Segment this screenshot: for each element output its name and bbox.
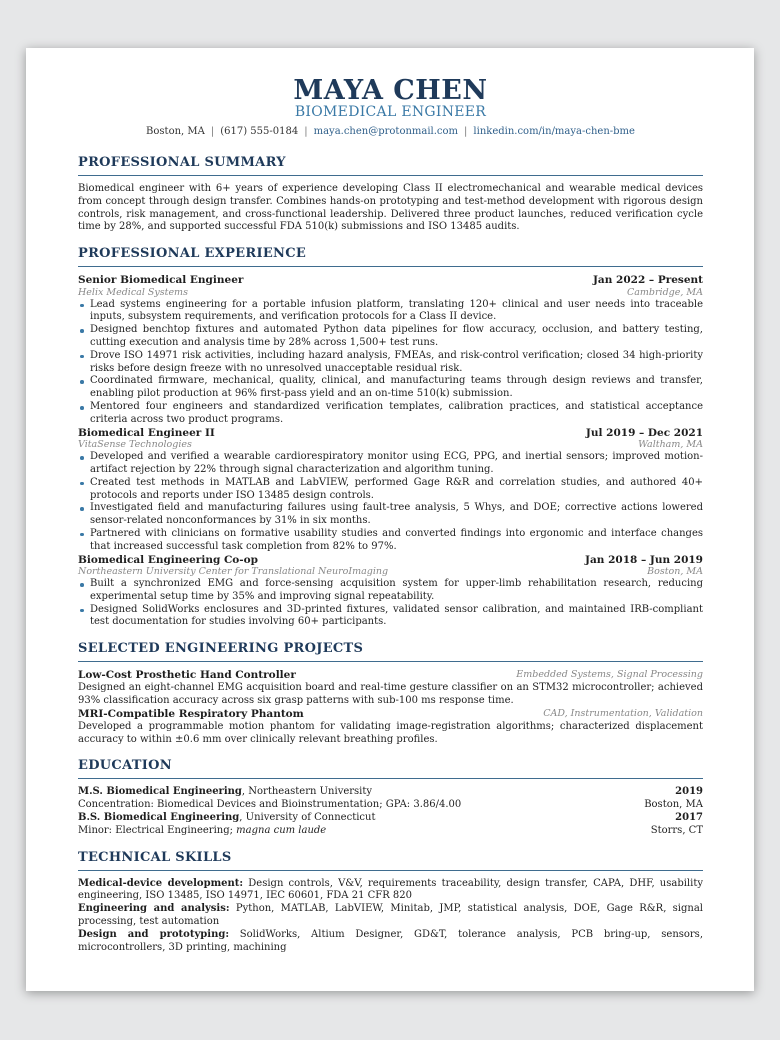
education-location: Boston, MA <box>644 799 703 811</box>
job-location: Cambridge, MA <box>626 286 703 298</box>
skill-label: Engineering and analysis: <box>78 903 230 915</box>
contact-line: Boston, MA | (617) 555-0184 | maya.chen@protonmail.com | linkedin.com/in/maya-chen-bme <box>146 126 635 137</box>
skill-label: Design and prototyping: <box>78 928 230 940</box>
skill-group <box>78 878 703 904</box>
job-bullet: Drove ISO 14971 risk activities, including hazard analysis, FMEAs, and risk-control verification; closed 34 high-priority risks before design freeze with no unresolved unacceptable residual risk. <box>90 349 703 374</box>
education-honors: magna cum laude <box>236 824 327 836</box>
job-bullet: Designed benchtop fixtures and automated Python data pipelines for flow accuracy, occlusion, and battery testing, cutting execution and analysis time by 28% across 1,500+ test runs. <box>90 324 703 349</box>
project-title: MRI-Compatible Respiratory Phantom <box>78 708 304 721</box>
education-year: 2019 <box>675 786 703 798</box>
job-bullet: Created test methods in MATLAB and LabVIEW, performed Gage R&R and correlation studies, and authored 40+ protocols and reports under ISO 13485 design controls. <box>90 476 703 501</box>
education-school: , University of Connecticut <box>239 812 376 823</box>
job-title: Senior Biomedical Engineer <box>78 274 244 287</box>
skill-label: Medical-device development: <box>78 877 244 889</box>
job-company: Northeastern University Center for Translational NeuroImaging <box>78 566 389 578</box>
summary-text: Biomedical engineer with 6+ years of experience developing Class II electromechanical and wearable medical devices from concept through design transfer. Combines hands-on prototyping and test-method development with rigorous design controls, risk management, and cross-functional leadership. Delivered three product launches, reduced verification cycle time by 28%, and supported successful FDA 510(k) submissions and ISO 13485 audits. <box>78 183 703 233</box>
education-detail: Concentration: Biomedical Devices and Bioinstrumentation; GPA: 3.86/4.00 <box>78 799 462 811</box>
job-bullet: Investigated field and manufacturing failures using fault-tree analysis, 5 Whys, and DOE; corrective actions lowered sensor-related nonconformances by 31% in six months. <box>90 502 703 527</box>
job-entry <box>78 427 703 554</box>
contact-linkedin-link[interactable]: linkedin.com/in/maya-chen-bme <box>473 126 635 137</box>
contact-phone: (617) 555-0184 <box>220 126 299 137</box>
job-location: Boston, MA <box>647 566 703 578</box>
skill-group <box>78 903 703 929</box>
resume-content <box>78 76 703 954</box>
job-company: Helix Medical Systems <box>78 286 188 298</box>
job-title: Biomedical Engineering Co-op <box>78 553 259 566</box>
section-heading-education: EDUCATION <box>78 758 703 779</box>
skill-text: Python, MATLAB, LabVIEW, Minitab, JMP, statistical analysis, DOE, Gage R&R, signal processing, test automation <box>78 903 704 927</box>
skill-text: Design controls, V&V, requirements traceability, design transfer, CAPA, DHF, usability engineering, ISO 13485, ISO 14971, IEC 60601, FDA 21 CFR 820 <box>78 877 703 902</box>
job-bullet: Coordinated firmware, mechanical, quality, clinical, and manufacturing teams through design reviews and transfer, enabling pilot production at 96% first-pass yield and an on-time 510(k) submission. <box>90 375 703 400</box>
education-degree: B.S. Biomedical Engineering <box>78 812 240 823</box>
job-dates: Jan 2022 – Present <box>592 274 703 287</box>
project-description: Designed an eight-channel EMG acquisition board and real-time gesture classifier on an STM32 microcontroller; achieved 93% classification accuracy across six grasp patterns with sub-100 ms response time. <box>78 681 703 706</box>
job-bullet: Developed and verified a wearable cardiorespiratory monitor using ECG, PPG, and inertial sensors; improved motion-artifact rejection by 22% through signal characterization and algorithm tuning. <box>90 451 703 475</box>
education-degree-line <box>78 812 375 825</box>
contact-email-link[interactable]: maya.chen@protonmail.com <box>313 126 459 137</box>
education-degree: M.S. Biomedical Engineering <box>78 786 242 798</box>
job-dates: Jan 2018 – Jun 2019 <box>585 553 703 566</box>
education-year: 2017 <box>675 812 703 823</box>
candidate-name: MAYA CHEN <box>293 75 488 106</box>
section-heading-summary: PROFESSIONAL SUMMARY <box>78 155 703 176</box>
job-bullet: Built a synchronized EMG and force-sensing acquisition system for upper-limb rehabilitation research, reducing experimental setup time by 35% and improving signal repeatability. <box>90 578 703 602</box>
skill-text: SolidWorks, Altium Designer, GD&T, tolerance analysis, PCB bring-up, sensors, microcontrollers, 3D printing, machining <box>78 928 703 953</box>
project-title: Low-Cost Prosthetic Hand Controller <box>78 669 296 682</box>
project-tags: CAD, Instrumentation, Validation <box>543 708 703 720</box>
job-bullet: Lead systems engineering for a portable infusion platform, translating 120+ clinical and user needs into traceable inputs, subsystem requirements, and verification protocols for a Class II device. <box>90 298 703 323</box>
job-bullet: Partnered with clinicians on formative usability studies and converted findings into ergonomic and interface changes that increased successful task completion from 82% to 97%. <box>90 527 703 552</box>
skills-list <box>78 878 703 955</box>
job-title: Biomedical Engineer II <box>78 426 215 439</box>
section-heading-experience: PROFESSIONAL EXPERIENCE <box>78 246 703 267</box>
job-dates: Jul 2019 – Dec 2021 <box>585 426 703 439</box>
job-company: VitaSense Technologies <box>78 439 192 451</box>
job-entry <box>78 274 703 426</box>
project-entry <box>78 669 703 707</box>
job-bullet: Designed SolidWorks enclosures and 3D-printed fixtures, validated sensor calibration, and maintained IRB-compliant test documentation for studies involving 60+ participants. <box>90 603 703 628</box>
section-heading-skills: TECHNICAL SKILLS <box>78 850 703 871</box>
education-list <box>78 786 703 837</box>
skill-group <box>78 929 703 955</box>
candidate-role: BIOMEDICAL ENGINEER <box>294 104 487 120</box>
project-description: Developed a programmable motion phantom for validating image-registration algorithms; characterized displacement accuracy to within ±0.6 mm over clinically relevant breathing profiles. <box>78 720 703 745</box>
resume-page <box>26 48 754 991</box>
job-location: Waltham, MA <box>638 439 703 451</box>
education-detail: Minor: Electrical Engineering; <box>78 824 237 836</box>
contact-location: Boston, MA <box>146 126 205 137</box>
job-entry <box>78 554 703 630</box>
education-school: , Northeastern University <box>241 786 373 798</box>
section-heading-projects: SELECTED ENGINEERING PROJECTS <box>78 641 703 662</box>
education-detail-line <box>78 825 326 838</box>
job-bullets <box>78 578 703 629</box>
job-bullets <box>78 299 703 427</box>
education-degree-line <box>78 786 372 799</box>
project-tags: Embedded Systems, Signal Processing <box>516 669 703 681</box>
project-entry <box>78 708 703 746</box>
job-bullets <box>78 451 703 553</box>
job-bullet: Mentored four engineers and standardized verification templates, calibration practices, and statistical acceptance criteria across two product programs. <box>90 401 703 425</box>
education-location: Storrs, CT <box>650 824 703 836</box>
